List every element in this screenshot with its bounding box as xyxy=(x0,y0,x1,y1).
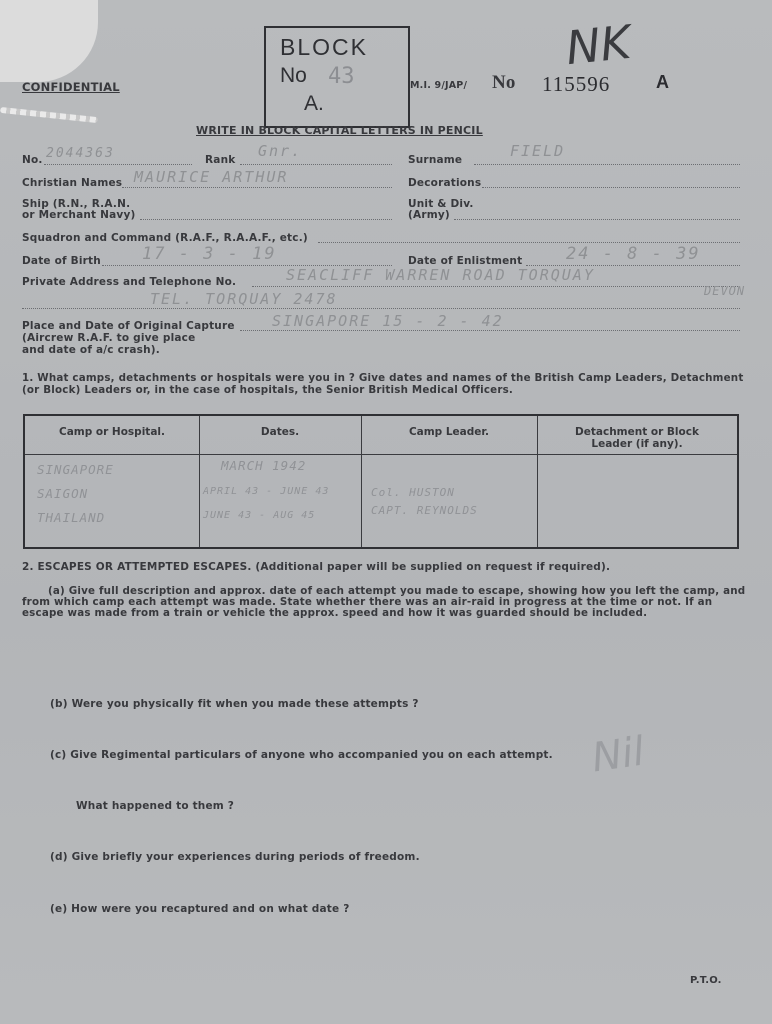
capture-label-3: and date of a/c crash). xyxy=(22,344,160,356)
serial-suffix: A xyxy=(656,72,669,92)
dob-label: Date of Birth xyxy=(22,255,101,267)
stamp-number: 43 xyxy=(328,64,355,89)
unit-label-1: Unit & Div. xyxy=(408,198,474,210)
question2c-followup: What happened to them ? xyxy=(76,800,235,812)
address-line-1 xyxy=(252,286,740,287)
christian-names-line xyxy=(122,187,392,188)
table-cell: JUNE 43 - AUG 45 xyxy=(203,510,316,521)
corner-initials: NK xyxy=(563,14,634,76)
table-cell: Col. HUSTON xyxy=(371,486,455,499)
block-stamp xyxy=(264,26,410,128)
question2e: (e) How were you recaptured and on what date ? xyxy=(50,903,350,915)
question1-line2: (or Block) Leaders or, in the case of hospitals, the Senior British Medical Officers. xyxy=(22,384,514,396)
surname-label: Surname xyxy=(408,154,463,166)
no-value: 2044363 xyxy=(46,146,115,161)
form-reference: M.I. 9/JAP/ xyxy=(410,80,468,91)
table-cell: MARCH 1942 xyxy=(221,458,307,473)
question2a-line1: (a) Give full description and approx. date of each attempt you made to escape, showing how you left the camp, and xyxy=(48,585,746,597)
question2b: (b) Were you physically fit when you made these attempts ? xyxy=(50,698,419,710)
camp-table xyxy=(23,414,739,549)
question2c: (c) Give Regimental particulars of anyone who accompanied you on each attempt. xyxy=(50,749,553,761)
unit-label-2: (Army) xyxy=(408,209,450,221)
question2a-line3: escape was made from a train or vehicle the approx. speed and how it was guarded should be included. xyxy=(22,607,648,619)
pto-label: P.T.O. xyxy=(690,975,722,986)
capture-line xyxy=(240,330,740,331)
serial-number: 115596 xyxy=(542,72,611,96)
decorations-label: Decorations xyxy=(408,177,482,189)
address-line-2 xyxy=(22,308,740,309)
table-header-camp: Camp or Hospital. xyxy=(58,426,165,438)
nil-pencil-mark: Nil xyxy=(589,728,648,782)
table-cell: SAIGON xyxy=(37,486,89,501)
ship-label-2: or Merchant Navy) xyxy=(22,209,136,221)
rank-value: Gnr. xyxy=(258,142,303,160)
no-line xyxy=(44,164,192,165)
question1-line1: 1. What camps, detachments or hospitals were you in ? Give dates and names of the British Camp Leaders, Detachment xyxy=(22,372,744,384)
table-cell: SINGAPORE xyxy=(37,462,114,477)
serial-label: No xyxy=(492,72,516,93)
table-header-divider xyxy=(25,454,737,455)
surname-line xyxy=(474,164,740,165)
table-header-dates: Dates. xyxy=(260,426,300,438)
enlistment-value: 24 - 8 - 39 xyxy=(566,244,701,264)
rank-label: Rank xyxy=(205,154,236,166)
stamp-no-text: No xyxy=(280,64,307,87)
table-header-detachment-2: Leader (if any). xyxy=(591,438,683,450)
christian-names-label: Christian Names xyxy=(22,177,123,189)
question2a-line2: from which camp each attempt was made. State whether there was an air-raid in progress at the time or not. If an xyxy=(22,596,713,608)
squadron-line xyxy=(318,242,740,243)
christian-names-value: MAURICE ARTHUR xyxy=(134,168,289,186)
no-label: No. xyxy=(22,154,43,166)
table-header-detachment: Detachment or Block xyxy=(575,426,699,438)
address-label: Private Address and Telephone No. xyxy=(22,276,237,288)
instruction-heading: WRITE IN BLOCK CAPITAL LETTERS IN PENCIL xyxy=(196,124,483,137)
torn-corner xyxy=(0,0,98,82)
stamp-block-text: BLOCK xyxy=(280,34,368,60)
table-cell: CAPT. REYNOLDS xyxy=(371,504,478,517)
capture-value: SINGAPORE 15 - 2 - 42 xyxy=(272,312,504,330)
enlistment-label: Date of Enlistment xyxy=(408,255,523,267)
dob-value: 17 - 3 - 19 xyxy=(142,244,277,264)
table-cell: THAILAND xyxy=(37,510,106,525)
question2d: (d) Give briefly your experiences during periods of freedom. xyxy=(50,851,420,863)
capture-label-1: Place and Date of Original Capture xyxy=(22,320,235,332)
rank-line xyxy=(240,164,392,165)
question2-title: 2. ESCAPES OR ATTEMPTED ESCAPES. (Additional paper will be supplied on request if required). xyxy=(22,561,611,573)
capture-label-2: (Aircrew R.A.F. to give place xyxy=(22,332,196,344)
address-value-line2: TEL. TORQUAY 2478 xyxy=(150,290,338,308)
ship-label-1: Ship (R.N., R.A.N. xyxy=(22,198,131,210)
ship-line xyxy=(140,219,392,220)
decorations-line xyxy=(482,187,740,188)
surname-value: FIELD xyxy=(510,142,566,160)
confidential-label: CONFIDENTIAL xyxy=(22,80,120,94)
stamp-letter: A. xyxy=(304,92,324,115)
table-header-leader: Camp Leader. xyxy=(408,426,490,438)
table-cell: APRIL 43 - JUNE 43 xyxy=(203,486,330,497)
address-value-line1: SEACLIFF WARREN ROAD TORQUAY xyxy=(286,266,595,284)
address-value-line3: DEVON xyxy=(704,284,746,298)
squadron-label: Squadron and Command (R.A.F., R.A.A.F., etc.) xyxy=(22,232,308,244)
unit-line xyxy=(454,219,740,220)
binding-string xyxy=(0,107,98,123)
